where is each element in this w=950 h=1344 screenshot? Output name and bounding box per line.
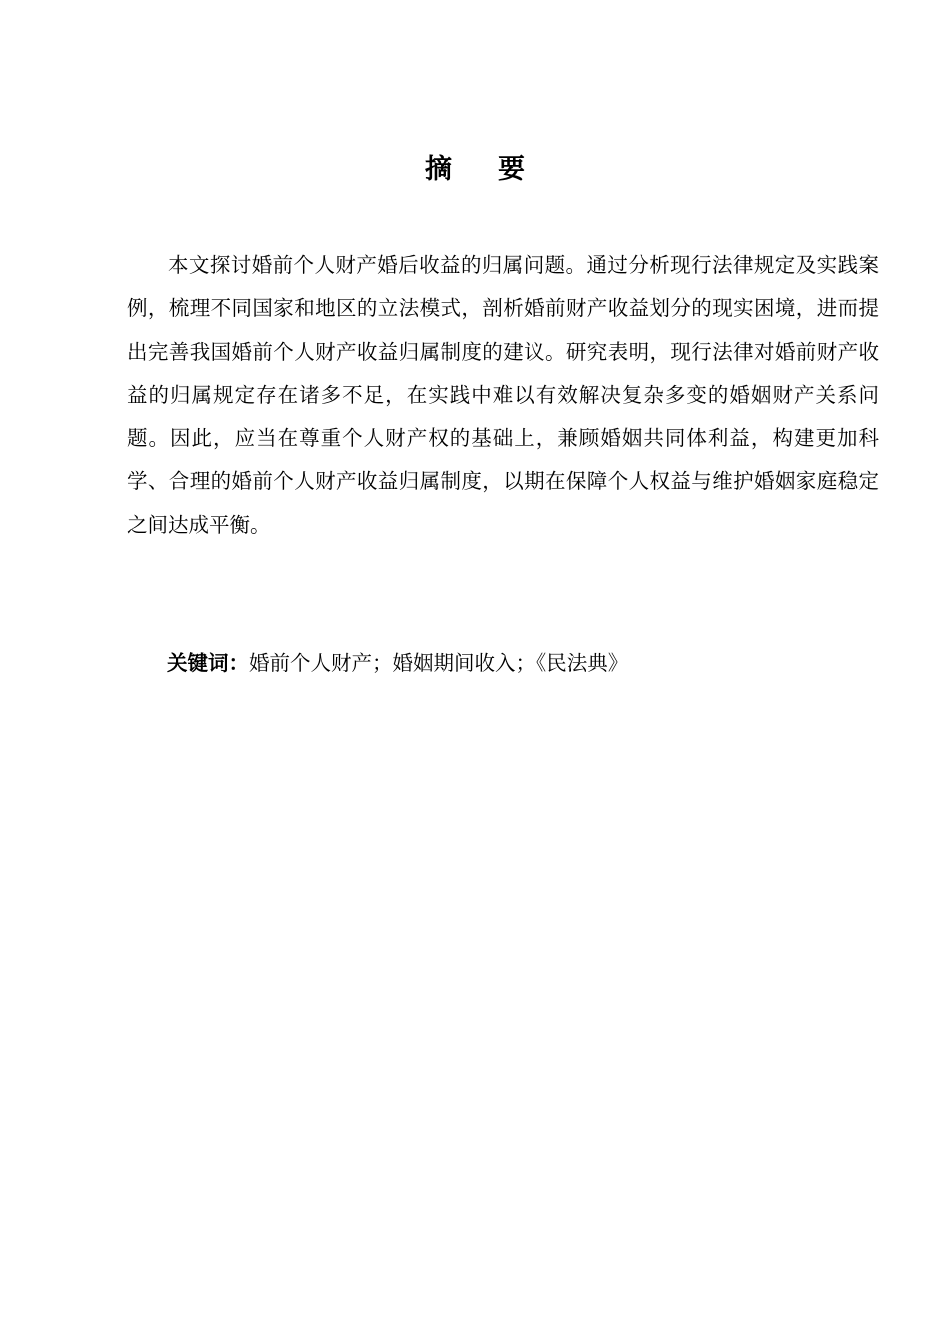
- keywords-label: 关键词：: [167, 651, 249, 675]
- title-part-2: 要: [498, 154, 525, 185]
- title-part-1: 摘: [425, 154, 452, 185]
- keywords-line: [167, 645, 628, 681]
- page-title: [0, 150, 950, 190]
- keywords-items: 婚前个人财产；婚姻期间收入；《民法典》: [249, 651, 629, 675]
- abstract-paragraph: 本文探讨婚前个人财产婚后收益的归属问题。通过分析现行法律规定及实践案例，梳理不同国家和地区的立法模式，剖析婚前财产收益划分的现实困境，进而提出完善我国婚前个人财产收益归属制度的建议。研究表明，现行法律对婚前财产收益的归属规定存在诸多不足，在实践中难以有效解决复杂多变的婚姻财产关系问题。因此，应当在尊重个人财产权的基础上，兼顾婚姻共同体利益，构建更加科学、合理的婚前个人财产收益归属制度，以期在保障个人权益与维护婚姻家庭稳定之间达成平衡。: [127, 253, 879, 537]
